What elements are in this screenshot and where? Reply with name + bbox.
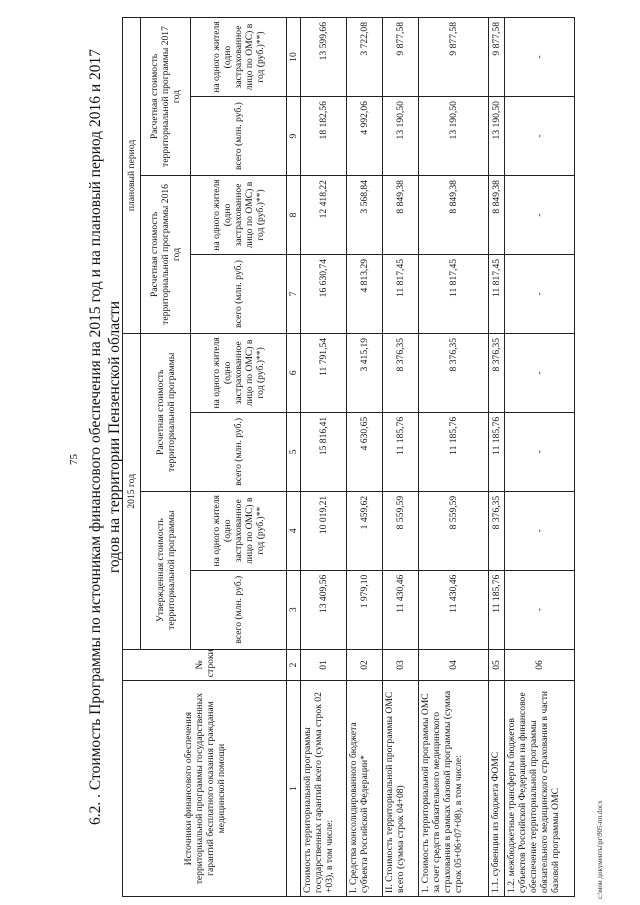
header-sources: Источники финансового обеспечения территориальной программы государственных гарантий бесплатного оказания гражданам медицинской помощи	[123, 681, 287, 897]
cell-value: -	[505, 491, 575, 570]
cell-value: 8 376,35	[489, 491, 505, 570]
cell-value: 13 190,50	[489, 97, 505, 176]
cell-value: 11 817,45	[383, 254, 419, 333]
table-row	[383, 18, 419, 897]
header-total: всего (млн. руб.)	[191, 97, 287, 176]
table-row	[347, 18, 383, 897]
table-row	[505, 18, 575, 897]
cell-value: 13 190,50	[383, 97, 419, 176]
header-per-person: на одного жителя (одно застрахованное лицо по ОМС) в год (руб.)**)	[191, 333, 287, 412]
cell-value: 13 599,66	[301, 18, 347, 97]
cell-value: 9 877,58	[419, 18, 489, 97]
page-number: 75	[68, 454, 80, 465]
header-approved-cost: Утвержденная стоимость территориальной программы	[141, 491, 191, 649]
row-label: II. Стоимость территориальной программы ОМС всего (сумма строк 04+08)	[383, 681, 419, 897]
header-calc-cost-2016: Расчетная стоимость территориальной программы 2016 год	[141, 176, 191, 334]
header-per-person: на одного жителя (одно застрахованное лицо по ОМС) в год (руб.)**)	[191, 18, 287, 97]
header-total: всего (млн. руб.)	[191, 412, 287, 491]
column-index: 4	[287, 491, 301, 570]
cell-value: 8 559,59	[419, 491, 489, 570]
cell-value: -	[505, 254, 575, 333]
cell-value: 11 430,46	[383, 570, 419, 649]
cell-value: 3 415,19	[347, 333, 383, 412]
cell-value: -	[505, 412, 575, 491]
cell-value: 10 019,21	[301, 491, 347, 570]
cell-value: 13 409,56	[301, 570, 347, 649]
cell-value: -	[505, 333, 575, 412]
cell-value: 11 185,76	[489, 412, 505, 491]
cell-value: 8 376,35	[383, 333, 419, 412]
cell-value: 18 182,56	[301, 97, 347, 176]
cell-value: 4 630,65	[347, 412, 383, 491]
column-index: 9	[287, 97, 301, 176]
cell-value: 8 849,38	[489, 176, 505, 255]
row-number: 01	[301, 649, 347, 681]
cell-value: 15 816,41	[301, 412, 347, 491]
financing-table	[122, 17, 575, 897]
column-index: 2	[287, 649, 301, 681]
row-label: 1.1. субвенции из бюджета ФОМС	[489, 681, 505, 897]
header-per-person: на одного жителя (одно застрахованное лицо по ОМС) в год (руб.)**	[191, 491, 287, 570]
header-per-person: на одного жителя (одно застрахованное лицо по ОМС) в год (руб.)**)	[191, 176, 287, 255]
cell-value: 11 791,54	[301, 333, 347, 412]
column-index: 8	[287, 176, 301, 255]
cell-value: 11 817,45	[419, 254, 489, 333]
file-path-footer: c:\мои документы\pr\905-пп.docx	[596, 800, 604, 899]
header-row-number: № строки	[123, 649, 287, 681]
cell-value: 4 992,06	[347, 97, 383, 176]
cell-value: 9 877,58	[489, 18, 505, 97]
header-calc-cost: Расчетная стоимость территориальной программы	[141, 333, 191, 491]
header-planned-period: плановый период	[123, 18, 141, 334]
table-row	[301, 18, 347, 897]
column-index: 1	[287, 681, 301, 897]
row-number: 02	[347, 649, 383, 681]
cell-value: 3 568,84	[347, 176, 383, 255]
row-number: 03	[383, 649, 419, 681]
cell-value: 8 849,38	[419, 176, 489, 255]
page-title: 6.2. . Стоимость Программы по источникам финансового обеспечения на 2015 год и на плановый период 2016 и 2017 годов на территории Пензенской области	[87, 49, 123, 826]
row-number: 04	[419, 649, 489, 681]
row-label: 1.2. межбюджетные трансферты бюджетов субъектов Российской Федерации на финансовое обеспечение территориальной программы обязательного медицинского страхования в части базовой программы ОМС	[505, 681, 575, 897]
header-calc-cost-2017: Расчетная стоимость территориальной программы 2017 год	[141, 18, 191, 176]
cell-value: 8 559,59	[383, 491, 419, 570]
cell-value: 1 459,62	[347, 491, 383, 570]
cell-value: 13 190,50	[419, 97, 489, 176]
cell-value: 11 185,76	[489, 570, 505, 649]
header-total: всего (млн. руб.)	[191, 254, 287, 333]
cell-value: 8 376,35	[489, 333, 505, 412]
header-total: всего (млн. руб.)	[191, 570, 287, 649]
table-row	[489, 18, 505, 897]
cell-value: 9 877,58	[383, 18, 419, 97]
cell-value: 11 185,76	[383, 412, 419, 491]
header-year-2015: 2015 год	[123, 333, 141, 649]
cell-value: 8 849,38	[383, 176, 419, 255]
column-index: 7	[287, 254, 301, 333]
column-index: 5	[287, 412, 301, 491]
row-number: 05	[489, 649, 505, 681]
cell-value: 4 813,29	[347, 254, 383, 333]
cell-value: 11 817,45	[489, 254, 505, 333]
table-row	[419, 18, 489, 897]
cell-value: -	[505, 18, 575, 97]
cell-value: -	[505, 97, 575, 176]
cell-value: 12 418,22	[301, 176, 347, 255]
row-number: 06	[505, 649, 575, 681]
row-label: Стоимость территориальной программы государственных гарантий всего (сумма строк 02 +03), в том числе:	[301, 681, 347, 897]
column-index: 6	[287, 333, 301, 412]
column-index: 10	[287, 18, 301, 97]
cell-value: -	[505, 176, 575, 255]
cell-value: 8 376,35	[419, 333, 489, 412]
cell-value: 3 722,08	[347, 18, 383, 97]
column-index: 3	[287, 570, 301, 649]
cell-value: 11 185,76	[419, 412, 489, 491]
cell-value: 16 630,74	[301, 254, 347, 333]
cell-value: -	[505, 570, 575, 649]
cell-value: 1 979,10	[347, 570, 383, 649]
row-label: 1. Стоимость территориальной программы ОМС за счет средств обязательного медицинского страхования в рамках базовой программы (сумма строк 05+06+07+08), в том числе:	[419, 681, 489, 897]
row-label: I. Средства консолидированного бюджета субъекта Российской Федерации*	[347, 681, 383, 897]
cell-value: 11 430,46	[419, 570, 489, 649]
